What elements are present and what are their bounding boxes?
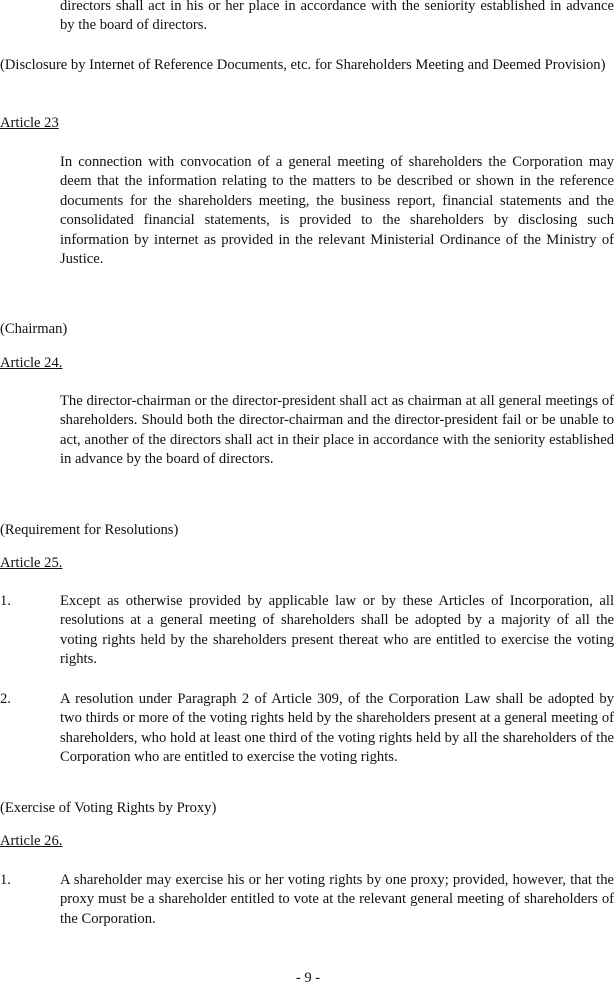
article-25-item-2-number: 2. bbox=[0, 691, 11, 707]
page-number: - 9 - bbox=[295, 970, 321, 986]
article-25-item-2-text: A resolution under Paragraph 2 of Article 309, of the Corporation Law shall be adopted by two thirds or more of the voting rights held by the shareholders present at a general meeting of shareholders, who hold at least one third of the voting rights held by all the shareholders of the Corporation who are entitled to exercise the voting rights. bbox=[60, 691, 614, 766]
article-26-item-1-text: A shareholder may exercise his or her voting rights by one proxy; provided, however, that the proxy must be a shareholder entitled to vote at the relevant general meeting of shareholders of the Corporation. bbox=[60, 872, 614, 927]
article-26-item-1-number: 1. bbox=[0, 872, 11, 888]
article-24-heading: Article 24. bbox=[0, 355, 63, 371]
article-25-item-1-number: 1. bbox=[0, 593, 11, 609]
article-26-caption: (Exercise of Voting Rights by Proxy) bbox=[0, 800, 217, 816]
article-25-heading: Article 25. bbox=[0, 555, 63, 571]
article-24-body: The director-chairman or the director-president shall act as chairman at all general meetings of shareholders. Should both the director-chairman and the director-president fail or be unable to act, another of the directors shall act in their place in accordance with the seniority established in advance by the board of directors. bbox=[60, 393, 614, 468]
article-23-heading: Article 23 bbox=[0, 115, 59, 131]
article-26-heading: Article 26. bbox=[0, 833, 63, 849]
article-24-caption: (Chairman) bbox=[0, 321, 68, 337]
article-23-caption: (Disclosure by Internet of Reference Documents, etc. for Shareholders Meeting and Deemed Provision) bbox=[0, 57, 606, 73]
article-25-item-1-text: Except as otherwise provided by applicable law or by these Articles of Incorporation, all resolutions at a general meeting of shareholders shall be adopted by a majority of all the voting rights held by the shareholders present thereat who are entitled to exercise the voting rights. bbox=[60, 593, 614, 668]
continuation-paragraph: directors shall act in his or her place in accordance with the seniority established in advance by the board of directors. bbox=[60, 0, 614, 34]
article-25-caption: (Requirement for Resolutions) bbox=[0, 522, 179, 538]
article-23-body: In connection with convocation of a general meeting of shareholders the Corporation may deem that the information relating to the matters to be described or shown in the reference documents for the shareholders meeting, the business report, financial statements and the consolidated financial statements, is provided to the shareholders by disclosing such information by internet as provided in the relevant Ministerial Ordinance of the Ministry of Justice. bbox=[60, 154, 614, 268]
